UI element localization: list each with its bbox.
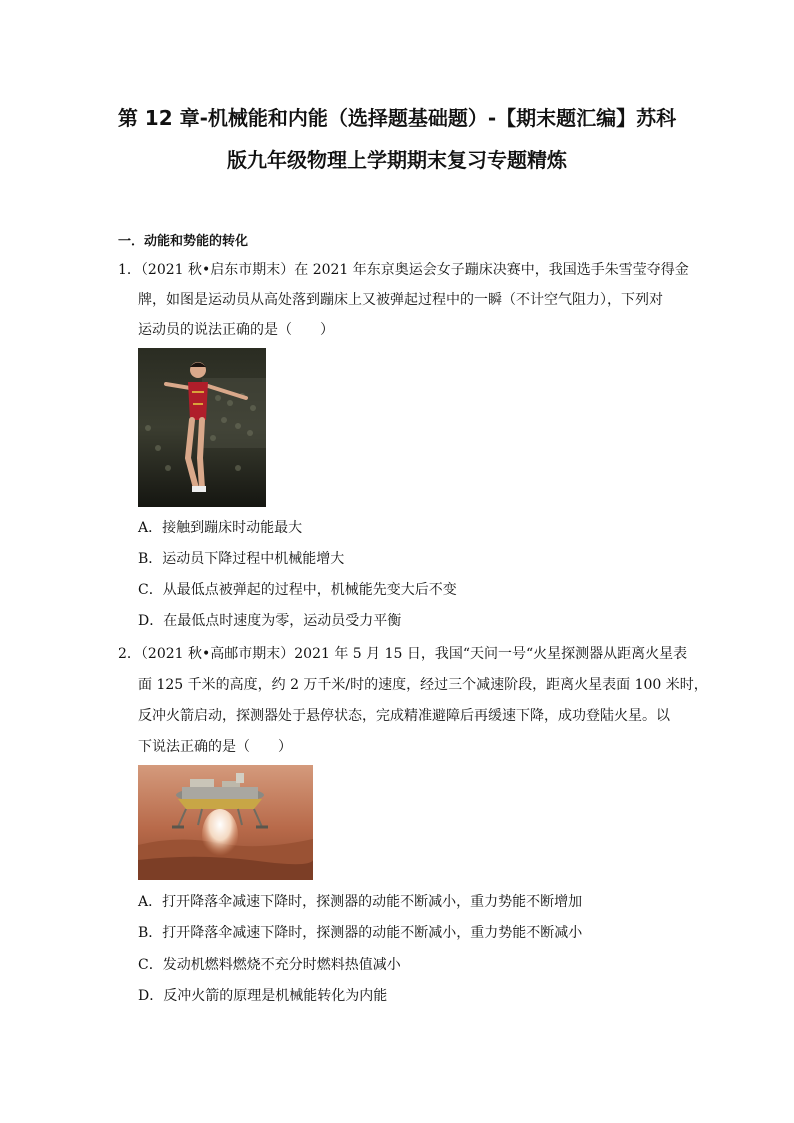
question-2-option-b: B．打开降落伞减速下降时，探测器的动能不断减小，重力势能不断减小 [138,925,583,941]
question-2-line-1: （2021 秋•高邮市期末）2021 年 5 月 15 日，我国“天问一号“火星探测器从距离火星表 [140,646,688,662]
question-2-line-3: 反冲火箭启动，探测器处于悬停状态，完成精准避障后再缓速下降，成功登陆火星。以 [138,708,670,724]
trampoline-athlete-photo [138,348,266,507]
question-1-line-2: 牌，如图是运动员从高处落到蹦床上又被弹起过程中的一瞬（不计空气阻力），下列对 [138,292,663,308]
question-1-option-a: A．接触到蹦床时动能最大 [138,520,303,536]
question-1-option-c: C．从最低点被弹起的过程中，机械能先变大后不变 [138,582,457,598]
question-1-option-b: B．运动员下降过程中机械能增大 [138,551,345,567]
question-2-option-a: A．打开降落伞减速下降时，探测器的动能不断减小，重力势能不断增加 [138,894,583,910]
question-2-line-4: 下说法正确的是（ ） [138,739,292,755]
section-heading: 一．动能和势能的转化 [118,234,249,249]
page-title-line-2: 版九年级物理上学期期末复习专题精炼 [227,148,567,172]
question-2-option-c: C．发动机燃料燃烧不充分时燃料热值减小 [138,957,401,973]
question-2-number: 2． [118,646,141,662]
question-1-line-1: （2021 秋•启东市期末）在 2021 年东京奥运会女子蹦床决赛中，我国选手朱雪莹夺得金 [140,262,689,278]
question-2 [118,646,687,662]
question-2-line-2: 面 125 千米的高度，约 2 万千米/时的速度，经过三个减速阶段，距离火星表面 100 米时， [138,677,708,693]
question-2-option-d: D．反冲火箭的原理是机械能转化为内能 [138,988,388,1004]
question-1 [118,262,689,278]
mars-lander-photo [138,765,313,880]
question-1-option-d: D．在最低点时速度为零，运动员受力平衡 [138,613,402,629]
page-title-line-1: 第 12 章-机械能和内能（选择题基础题）-【期末题汇编】苏科 [117,106,677,130]
question-1-line-3: 运动员的说法正确的是（ ） [138,322,334,338]
question-1-number: 1． [118,262,141,278]
